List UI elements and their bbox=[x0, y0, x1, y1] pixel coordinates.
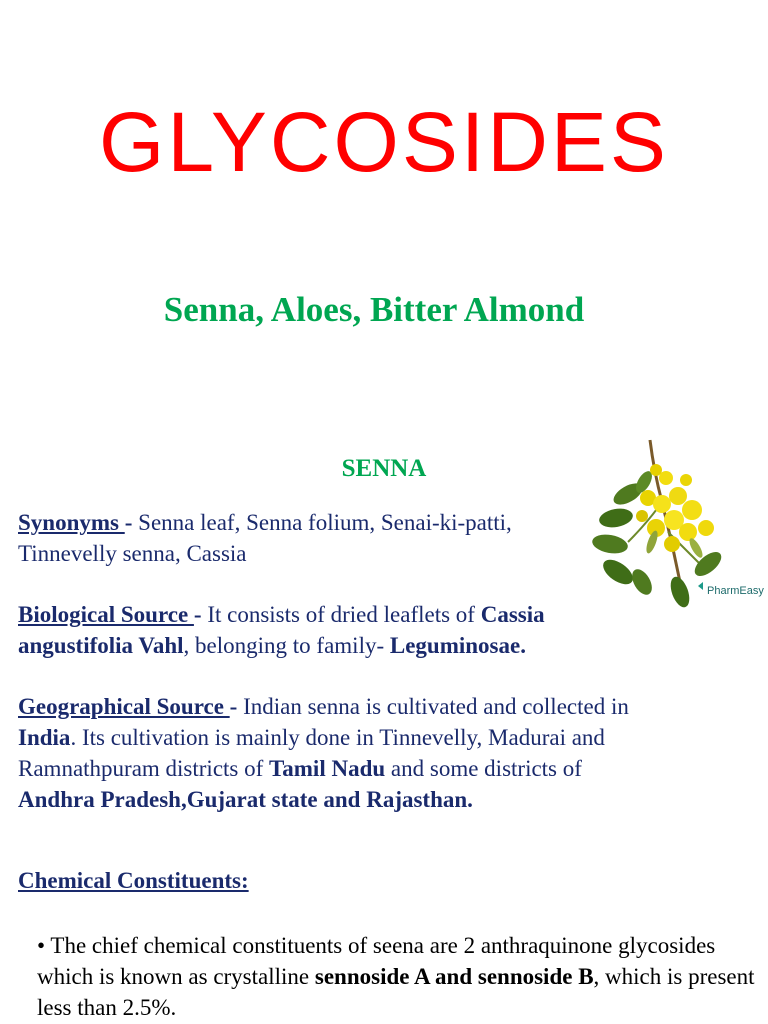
geographical-source-states: Andhra Pradesh,Gujarat state and Rajasthan. bbox=[18, 787, 473, 812]
biological-source-text-2: , belonging to family- bbox=[183, 633, 390, 658]
synonyms-separator: - bbox=[124, 510, 139, 535]
biological-source-label: Biological Source bbox=[18, 602, 194, 627]
page-title: GLYCOSIDES bbox=[99, 95, 669, 189]
bullet-text: The chief chemical constituents of seena are 2 anthraquinone glycosides which is known as crystalline bbox=[37, 933, 716, 989]
geographical-source-state: Tamil Nadu bbox=[269, 756, 386, 781]
bullet-marker: • bbox=[37, 933, 46, 958]
geographical-source-label: Geographical Source bbox=[18, 694, 230, 719]
section-heading-senna: SENNA bbox=[341, 455, 427, 482]
chemical-constituents-heading: Chemical Constituents: bbox=[18, 868, 249, 893]
geographical-source-paragraph bbox=[18, 691, 658, 815]
biological-source-separator: - bbox=[193, 602, 208, 627]
pharmeasy-watermark: PharmEasy bbox=[707, 585, 764, 597]
biological-source-text: It consists of dried leaflets of bbox=[207, 602, 481, 627]
page-subtitle: Senna, Aloes, Bitter Almond bbox=[163, 290, 585, 329]
bullet-text-2: , which is present less than 2.5%. bbox=[37, 964, 755, 1020]
bullet-sennosides: sennoside A and sennoside B bbox=[314, 964, 594, 989]
geographical-source-country: India bbox=[18, 725, 71, 750]
geographical-source-text-3: and some districts of bbox=[385, 756, 582, 781]
biological-source-family: Leguminosae. bbox=[389, 633, 526, 658]
senna-plant-image bbox=[588, 432, 768, 610]
synonyms-label: Synonyms bbox=[18, 510, 125, 535]
geographical-source-text-2: . Its cultivation is mainly done in Tinnevelly, Madurai and Ramnathpuram districts of bbox=[18, 725, 605, 781]
geographical-source-separator: - bbox=[229, 694, 244, 719]
geographical-source-text: Indian senna is cultivated and collected in bbox=[243, 694, 629, 719]
biological-source-paragraph bbox=[18, 599, 638, 661]
chemical-constituents-bullet bbox=[37, 930, 762, 1023]
synonyms-text: Senna leaf, Senna folium, Senai-ki-patti, Tinnevelly senna, Cassia bbox=[18, 510, 512, 566]
biological-source-species: Cassia angustifolia Vahl bbox=[18, 602, 545, 658]
synonyms-paragraph bbox=[18, 507, 598, 569]
